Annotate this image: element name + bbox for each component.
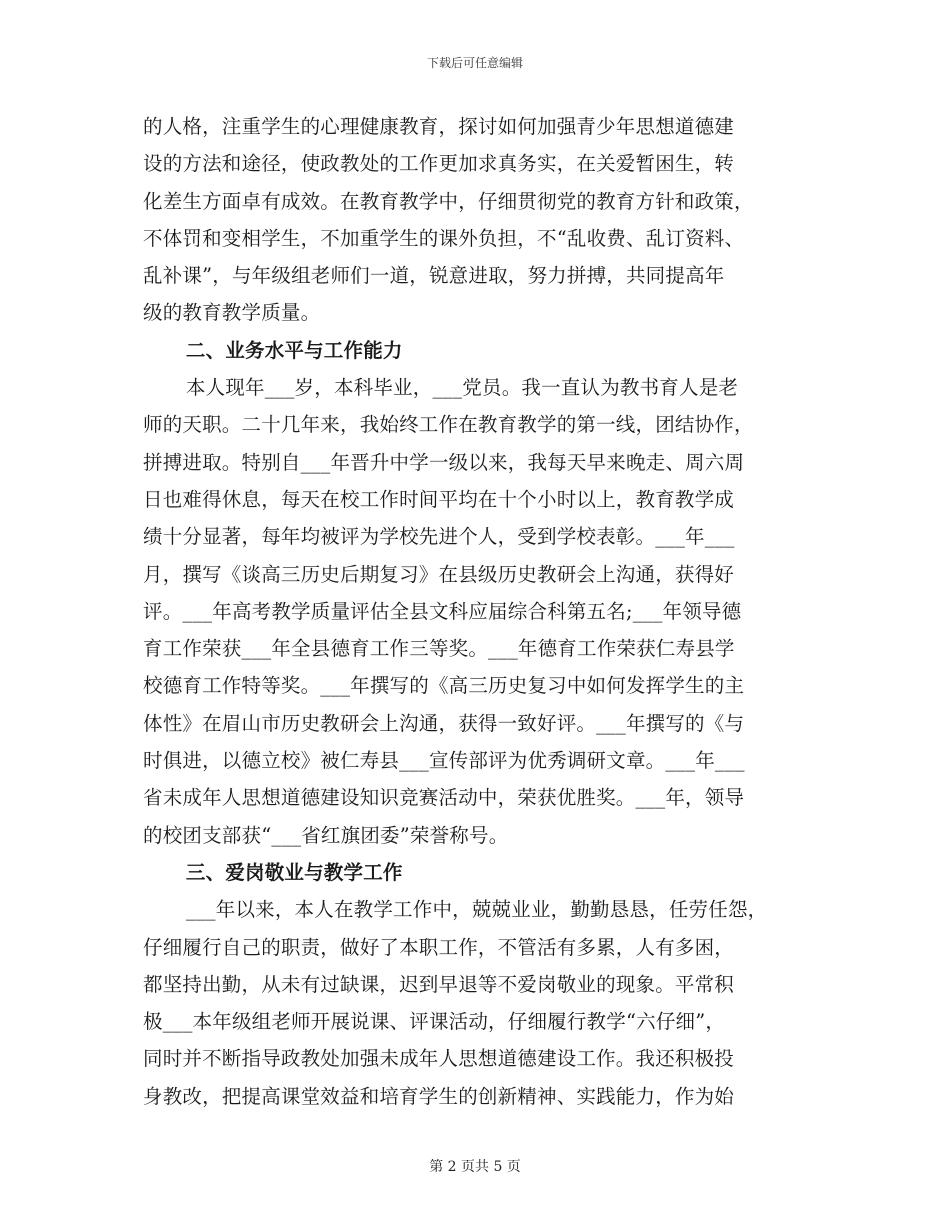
page-number: 第 2 页共 5 页 bbox=[429, 1159, 521, 1175]
paragraph-line: 同时并不断指导政教处加强未成年人思想道德建设工作。我还积极投 bbox=[143, 1047, 735, 1071]
paragraph-line: 绩十分显著，每年均被评为学校先进个人，受到学校表彰。___年___ bbox=[143, 525, 735, 549]
paragraph-line: 省未成年人思想道德建设知识竞赛活动中，荣获优胜奖。___年，领导 bbox=[143, 786, 745, 810]
paragraph-line: 不体罚和变相学生，不加重学生的课外负担，不“乱收费、乱订资料、 bbox=[143, 226, 745, 250]
paragraph-line: 设的方法和途径，使政教处的工作更加求真务实，在关爱暂困生，转 bbox=[143, 152, 735, 176]
paragraph-line: 仔细履行自己的职责，做好了本职工作，不管活有多累，人有多困， bbox=[143, 935, 735, 959]
paragraph-line: 身教改，把提高课堂效益和培育学生的创新精神、实践能力，作为始 bbox=[143, 1084, 735, 1108]
paragraph-line: 日也难得休息，每天在校工作时间平均在十个小时以上，教育教学成 bbox=[143, 487, 735, 511]
paragraph-line: 本人现年___岁，本科毕业，___党员。我一直认为教书育人是老 bbox=[185, 376, 739, 400]
paragraph-line: 时俱进，以德立校》被仁寿县___宣传部评为优秀调研文章。___年___ bbox=[143, 749, 745, 773]
paragraph-line: 的校团支部获“___省红旗团委”荣誉称号。 bbox=[143, 823, 509, 847]
paragraph-line: 极___本年级组老师开展说课、评课活动，仔细履行教学“六仔细”， bbox=[143, 1010, 726, 1034]
paragraph-line: 都坚持出勤，从未有过缺课，迟到早退等不爱岗敬业的现象。平常积 bbox=[143, 972, 735, 996]
paragraph-line: 拼搏进取。特别自___年晋升中学一级以来，我每天早来晚走、周六周 bbox=[143, 450, 745, 474]
paragraph-line: 的人格，注重学生的心理健康教育，探讨如何加强青少年思想道德建 bbox=[143, 115, 735, 138]
header-note: 下载后可任意编辑 bbox=[426, 56, 523, 70]
section-heading: 二、业务水平与工作能力 bbox=[185, 338, 403, 362]
document-body bbox=[143, 108, 833, 1115]
paragraph-line: 乱补课”，与年级组老师们一道，锐意进取，努力拼搏，共同提高年 bbox=[143, 264, 725, 288]
paragraph-line: 化差生方面卓有成效。在教育教学中，仔细贯彻党的教育方针和政策， bbox=[143, 189, 754, 213]
paragraph-line: 体性》在眉山市历史教研会上沟通，获得一致好评。___年撰写的《与 bbox=[143, 711, 745, 735]
paragraph-line: 评。___年高考教学质量评估全县文科应届综合科第五名;___年领导德 bbox=[143, 599, 742, 623]
paragraph-line: 校德育工作特等奖。___年撰写的《高三历史复习中如何发挥学生的主 bbox=[143, 674, 745, 698]
paragraph-line: 月，撰写《谈高三历史后期复习》在县级历史教研会上沟通，获得好 bbox=[143, 562, 735, 586]
section-heading: 三、爱岗敬业与教学工作 bbox=[185, 860, 403, 884]
paragraph-line: 育工作荣获___年全县德育工作三等奖。___年德育工作荣获仁寿县学 bbox=[143, 637, 735, 661]
paragraph-line: 级的教育教学质量。 bbox=[143, 301, 321, 325]
paragraph-line: 师的天职。二十几年来，我始终工作在教育教学的第一线，团结协作， bbox=[143, 413, 754, 437]
paragraph-line: ___年以来，本人在教学工作中，兢兢业业，勤勤恳恳，任劳任怨， bbox=[185, 898, 768, 922]
